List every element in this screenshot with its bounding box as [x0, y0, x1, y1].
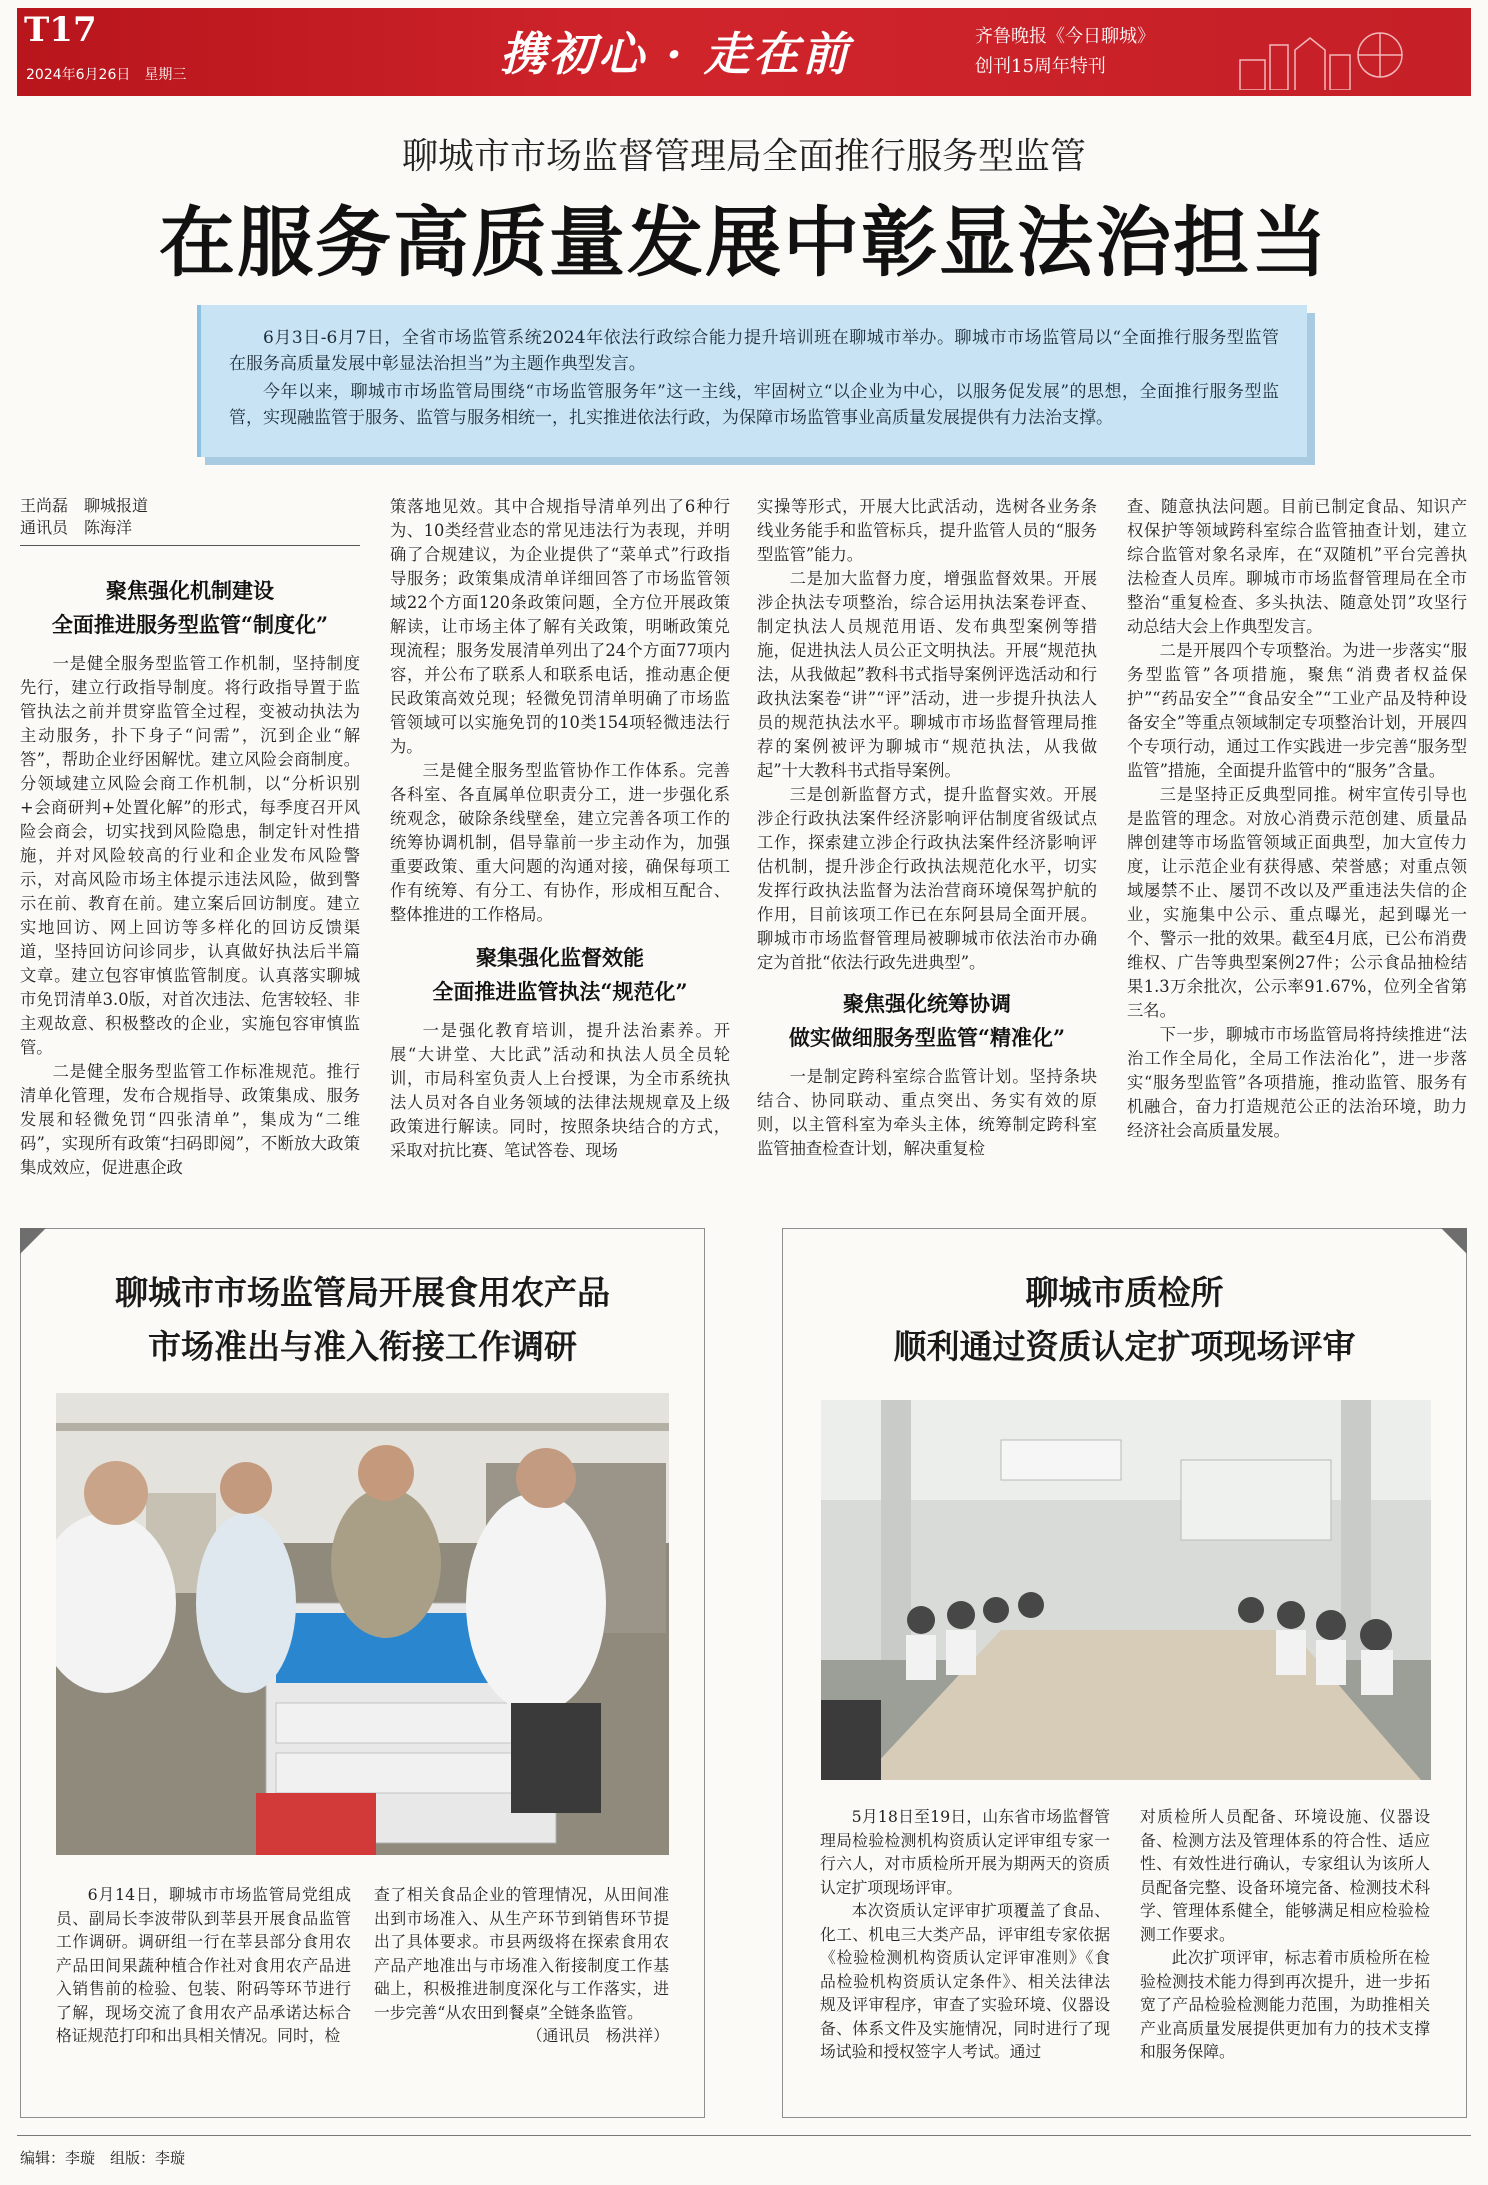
body-paragraph: 二是健全服务型监管工作标准规范。推行清单化管理，发布合规指导、政策集成、服务发展和轻微免罚“四张清单”，集成为“二维码”，实现所有政策“扫码即阅”，不断放大政策集成效应，促进惠企政	[20, 1062, 360, 1177]
inspection-photo	[56, 1393, 669, 1855]
paper-name: 齐鲁晚报《今日聊城》	[975, 26, 1155, 47]
body-paragraph: 策落地见效。其中合规指导清单列出了6种行为、10类经营业态的常见违法行为表现，并明确了合规建议，为企业提供了“菜单式”行政指导服务；政策集成清单详细回答了市场监管领域22个方面120条政策问题，全方位开展政策解读，让市场主体了解有关政策，明晰政策兑现流程；服务发展清单列出了24个方面77项内容，并公布了联系人和联系电话，推动惠企便民政策高效兑现；轻微免罚清单明确了市场监管领域可以实施免罚的10类154项轻微违法行为。	[390, 497, 730, 756]
body-paragraph: 本次资质认定评审扩项覆盖了食品、化工、机电三大类产品，评审组专家依据《检验检测机构资质认定评审准则》《食品检验机构资质认定条件》、相关法律法规及评审程序，审查了实验环境、仪器设备、体系文件及实施情况，同时进行了现场试验和授权签字人考试。通过	[820, 1901, 1110, 2061]
subhead-2-line2: 全面推进监管执法“规范化”	[432, 979, 688, 1004]
body-paragraph: 下一步，聊城市市场监管局将持续推进“法治工作全局化，全局工作法治化”，进一步落实“服务型监管”各项措施，推动监管、服务有机融合，奋力打造规范公正的法治环境，助力经济社会高质量发展。	[1127, 1025, 1467, 1140]
body-paragraph: 二是开展四个专项整治。为进一步落实“服务型监管”各项措施，聚焦“消费者权益保护”“药品安全”“食品安全”“工业产品及特种设备安全”等重点领域制定专项整治计划，开展四个专项行动，通过工作实践进一步完善“服务型监管”措施，全面提升监管中的“服务”含量。	[1127, 641, 1467, 780]
box-right-title-line1: 聊城市质检所	[1025, 1273, 1224, 1312]
subhead-1-line1: 聚焦强化机制建设	[106, 578, 274, 603]
byline-reporter: 王尚磊 聊城报道	[20, 496, 149, 515]
column-1	[20, 574, 360, 1180]
column-3	[757, 495, 1097, 1161]
issue-date: 2024年6月26日 星期三	[26, 67, 187, 83]
body-paragraph: 实操等形式，开展大比武活动，选树各业务条线业务能手和监管标兵，提升监管人员的“服务型监管”能力。	[757, 497, 1097, 564]
body-paragraph: 三是健全服务型监管协作工作体系。完善各科室、各直属单位职责分工，进一步强化系统观念，破除条线壁垒，建立完善各项工作的统筹协调机制，倡导靠前一步主动作为，加强重要政策、重大问题的沟通对接，确保每项工作有统筹、有分工、有协作，形成相互配合、整体推进的工作格局。	[390, 761, 730, 924]
body-paragraph: 一是制定跨科室综合监管计划。坚持条块结合、协同联动、重点突出、务实有效的原则，以主管科室为牵头主体，统筹制定跨科室监管抽查检查计划，解决重复检	[757, 1067, 1097, 1158]
box-corner-decoration	[20, 1228, 46, 1254]
footer-rule	[17, 2135, 1471, 2136]
lede-paragraph: 今年以来，聊城市市场监管局围绕“市场监管服务年”这一主线，牢固树立“以企业为中心，以服务促发展”的思想，全面推行服务型监管，实现融监管于服务、监管与服务相统一，扎实推进依法行政，为保障市场监管事业高质量发展提供有力法治支撑。	[229, 382, 1279, 428]
city-skyline-icon	[1235, 20, 1405, 90]
body-paragraph: 查、随意执法问题。目前已制定食品、知识产权保护等领域跨科室综合监管抽查计划，建立综合监管对象名录库，在“双随机”平台完善执法检查人员库。聊城市市场监督管理局在全市整治“重复检查、多头执法、随意处罚”攻坚行动总结大会上作典型发言。	[1127, 497, 1467, 636]
box-corner-decoration	[1441, 1228, 1467, 1254]
body-paragraph: 查了相关食品企业的管理情况，从田间准出到市场准入、从生产环节到销售环节提出了具体要求。市县两级将在探索食用农产品产地准出与市场准入衔接制度工作基础上，积极推进制度深化与工作落实，进一步完善“从农田到餐桌”全链条监管。	[374, 1885, 669, 2022]
box-left-column-2	[374, 1883, 669, 2048]
subhead-1-line2: 全面推进服务型监管“制度化”	[51, 612, 329, 637]
box-left-title-line2: 市场准出与准入衔接工作调研	[148, 1327, 577, 1366]
subhead-3-line1: 聚焦强化统筹协调	[843, 991, 1011, 1016]
body-paragraph: 一是强化教育培训，提升法治素养。开展“大讲堂、大比武”活动和执法人员全员轮训，市局科室负责人上台授课，为全市系统执法人员对各自业务领域的法律法规规章及上级政策进行解读。同时，按照条块结合的方式，采取对抗比赛、笔试答卷、现场	[390, 1021, 730, 1160]
box-left-column-1	[56, 1883, 351, 2048]
box-left-title-line1: 聊城市市场监管局开展食用农产品	[115, 1273, 610, 1312]
body-paragraph: 此次扩项评审，标志着市质检所在检验检测技术能力得到再次提升，进一步拓宽了产品检验检测能力范围，为助推相关产业高质量发展提供更加有力的技术支撑和服务保障。	[1140, 1948, 1430, 2061]
byline-correspondent: 通讯员 陈海洋	[20, 518, 133, 537]
banner-slogan: 携初心 · 走在前	[500, 27, 852, 81]
editor-credit: 编辑：李璇 组版：李璇	[20, 2149, 186, 2167]
body-paragraph: 6月14日，聊城市市场监管局党组成员、副局长李波带队到莘县开展食品监管工作调研。调研组一行在莘县部分食用农产品田间果蔬种植合作社对食用农产品进入销售前的检验、包装、附码等环节进行了解，现场交流了食用农产品承诺达标合格证规范打印和出具相关情况。同时，检	[56, 1885, 351, 2045]
byline-rule	[20, 545, 360, 546]
byline	[20, 495, 360, 539]
body-paragraph: 5月18日至19日，山东省市场监督管理局检验检测机构资质认定评审组专家一行六人，对市质检所开展为期两天的资质认定扩项现场评审。	[820, 1807, 1110, 1897]
box-right-title-line2: 顺利通过资质认定扩项现场评审	[893, 1327, 1356, 1366]
page-number: T17	[24, 10, 97, 50]
body-paragraph: 三是创新监督方式，提升监督实效。开展涉企行政执法案件经济影响评估制度省级试点工作，探索建立涉企行政执法案件经济影响评估机制，提升涉企行政执法规范化水平，切实发挥行政执法监督为法治营商环境保驾护航的作用，目前该项工作已在东阿县局全面开展。聊城市市场监督管理局被聊城市依法治市办确定为首批“依法行政先进典型”。	[757, 785, 1097, 972]
body-paragraph: 对质检所人员配备、环境设施、仪器设备、检测方法及管理体系的符合性、适应性、有效性进行确认，专家组认为该所人员配备完整、设备环境完备、检测技术科学、管理体系健全，能够满足相应检验检测工作要求。	[1140, 1807, 1430, 1944]
article-headline: 在服务高质量发展中彰显法治担当	[159, 198, 1329, 287]
box-right-column-1	[820, 1805, 1110, 2064]
meeting-room-photo	[821, 1400, 1431, 1780]
special-edition: 创刊15周年特刊	[975, 56, 1106, 77]
box-left-title	[20, 1266, 705, 1374]
article-kicker: 聊城市市场监督管理局全面推行服务型监管	[401, 136, 1086, 177]
subhead-3-line2: 做实做细服务型监管“精准化”	[788, 1025, 1066, 1050]
lede-box	[197, 305, 1307, 457]
body-paragraph: 二是加大监督力度，增强监督效果。开展涉企执法专项整治，综合运用执法案卷评查、制定执法人员规范用语、发布典型案例等措施，促进执法人员公正文明执法。开展“规范执法，从我做起”教科书式指导案例评选活动和行政执法案卷“讲”“评”活动，进一步提升执法人员的规范执法水平。聊城市市场监督管理局推荐的案例被评为聊城市“规范执法，从我做起”十大教科书式指导案例。	[757, 569, 1097, 780]
column-4	[1127, 495, 1467, 1143]
body-paragraph: 一是健全服务型监管工作机制，坚持制度先行，建立行政指导制度。将行政指导置于监管执法之前并贯穿监管全过程，变被动执法为主动服务，扑下身子“问需”，沉到企业“解答”，帮助企业纾困解忧。建立风险会商制度。分领域建立风险会商工作机制，以“分析识别+会商研判+处置化解”的形式，每季度召开风险会商会，切实找到风险隐患，制定针对性措施，并对风险较高的行业和企业发布风险警示，对高风险市场主体提示违法风险，做到警示在前、教育在前。建立案后回访制度。建立实地回访、网上回访等多样化的回访反馈渠道，坚持回访问诊同步，认真做好执法后半篇文章。建立包容审慎监管制度。认真落实聊城市免罚清单3.0版，对首次违法、危害较轻、非主观故意、积极整改的企业，实施包容审慎监管。	[20, 654, 360, 1057]
body-paragraph: 三是坚持正反典型同推。树牢宣传引导也是监管的理念。对放心消费示范创建、质量品牌创建等市场监管领域正面典型，加大宣传力度，让示范企业有获得感、荣誉感；对重点领域屡禁不止、屡罚不改以及严重违法失信的企业，实施集中公示、重点曝光，起到曝光一个、警示一批的效果。截至4月底，已公布消费维权、广告等典型案例27件；公示食品抽检结果1.3万余批次，公示率91.67%，位列全省第三名。	[1127, 785, 1467, 1020]
box-right-column-2	[1140, 1805, 1430, 2064]
box-right-title	[782, 1266, 1467, 1374]
column-2	[390, 495, 730, 1163]
subhead-2-line1: 聚集强化监督效能	[476, 945, 644, 970]
lede-paragraph: 6月3日-6月7日，全省市场监管系统2024年依法行政综合能力提升培训班在聊城市举办。聊城市市场监管局以“全面推行服务型监管 在服务高质量发展中彰显法治担当”为主题作典型发言。	[229, 328, 1296, 374]
box-left-credit: （通讯员 杨洪祥）	[526, 2026, 669, 2045]
